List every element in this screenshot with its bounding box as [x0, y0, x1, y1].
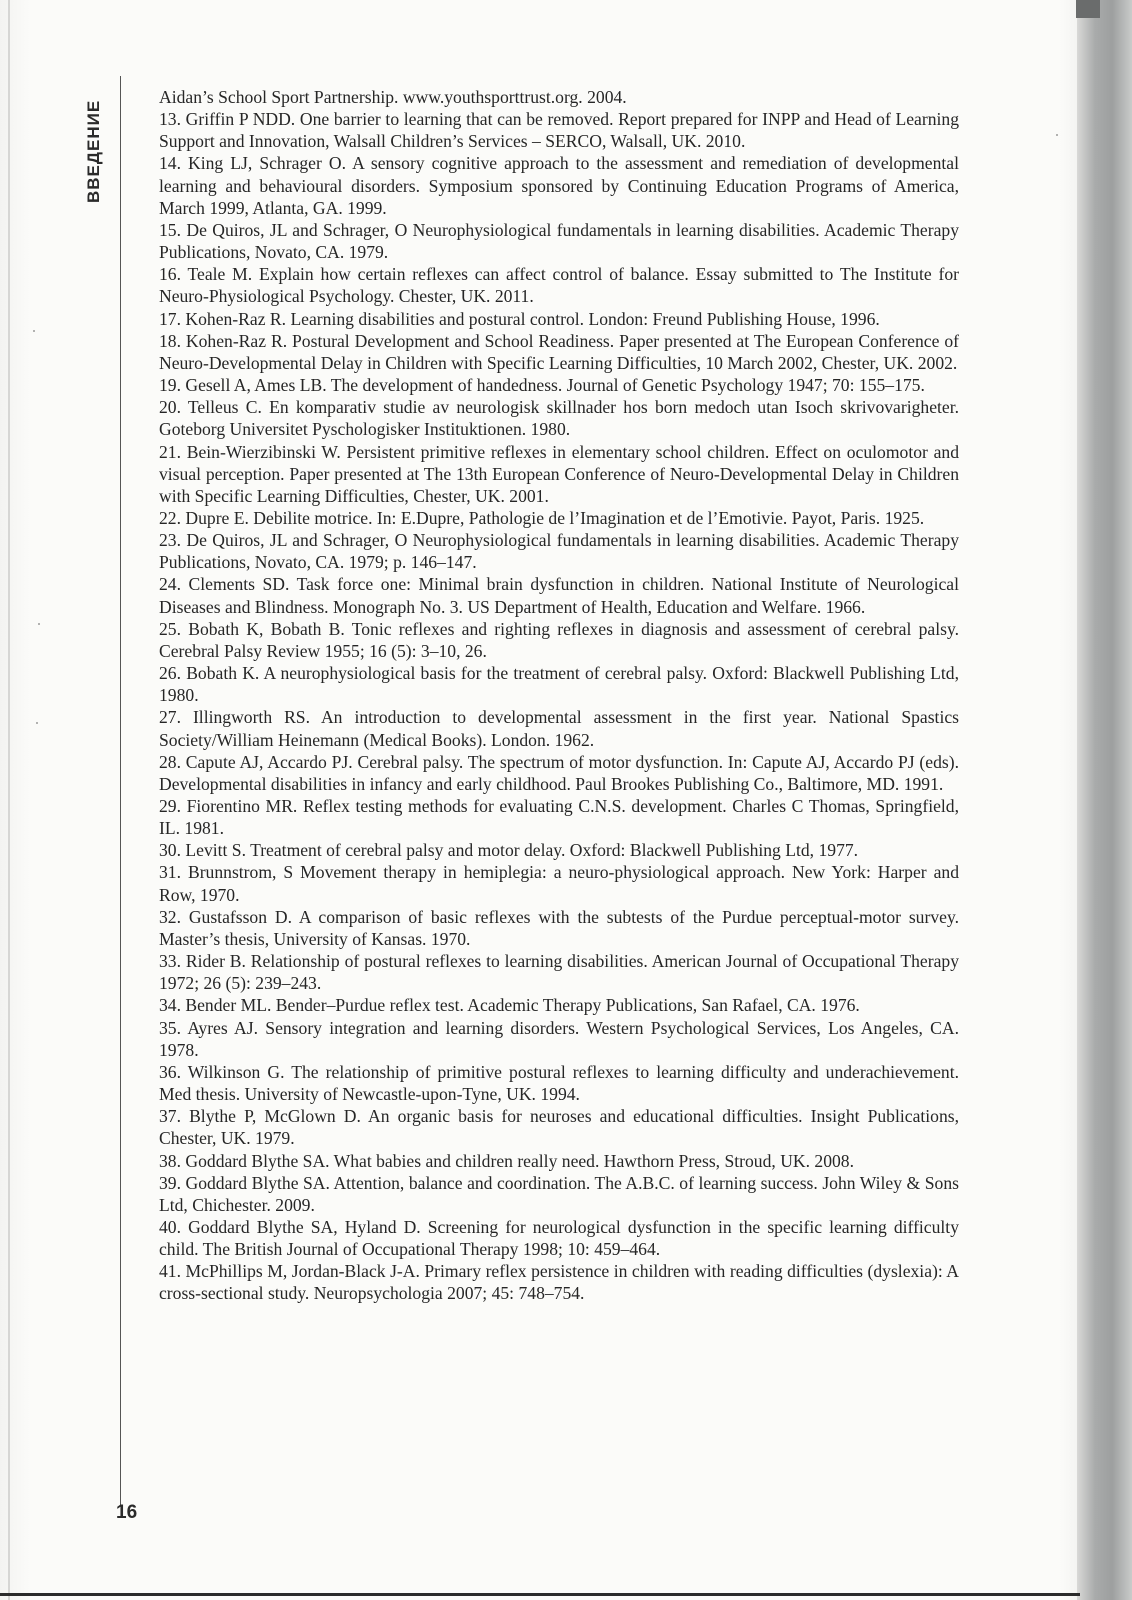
section-title: ВВЕДЕНИЕ — [84, 99, 103, 203]
reference-entry: 36. Wilkinson G. The relationship of primitive postural reflexes to learning difficulty and underachievement. Med thesis. University of Newcastle-upon-Tyne, UK. 1994. — [159, 1061, 959, 1105]
reference-entry: 25. Bobath K, Bobath B. Tonic reflexes and righting reflexes in diagnosis and assessment of cerebral palsy. Cerebral Palsy Review 1955; 16 (5): 3–10, 26. — [159, 618, 959, 661]
reference-entry: 31. Brunnstrom, S Movement therapy in hemiplegia: a neuro-physiological approach. New York: Harper and Row, 1970. — [159, 862, 959, 905]
bottom-rule — [0, 1593, 1080, 1596]
reference-entry: 32. Gustafsson D. A comparison of basic reflexes with the subtests of the Purdue perceptual-motor survey. Master’s thesis, University of Kansas. 1970. — [159, 906, 959, 949]
reference-entry: 38. Goddard Blythe SA. What babies and children really need. Hawthorn Press, Stroud, UK. 2008. — [159, 1150, 854, 1171]
reference-entry: 17. Kohen-Raz R. Learning disabilities and postural control. London: Freund Publishing House, 1996. — [159, 308, 880, 329]
reference-entry: 37. Blythe P, McGlown D. An organic basis for neuroses and educational difficulties. Insight Publications, Chester, UK. 1979. — [159, 1106, 959, 1149]
spine-shadow — [1077, 0, 1132, 1600]
reference-entry: 14. King LJ, Schrager O. A sensory cognitive approach to the assessment and remediation of developmental learning and behavioural disorders. Symposium sponsored by Continuing Education Programs of America, March 1999, Atlanta, GA. 1999. — [159, 153, 959, 218]
reference-entry: 24. Clements SD. Task force one: Minimal brain dysfunction in children. National Institute of Neurological Diseases and Blindness. Monograph No. 3. US Department of Health, Education and Welfare. 1966. — [159, 574, 959, 617]
reference-entry: 23. De Quiros, JL and Schrager, O Neurophysiological fundamentals in learning disabilities. Academic Therapy Publications, Novato, CA. 1979; p. 146–147. — [159, 530, 959, 573]
margin-rule — [120, 76, 121, 1506]
reference-entry: 27. Illingworth RS. An introduction to developmental assessment in the first year. National Spastics Society/William Heinemann (Medical Books). London. 1962. — [159, 707, 959, 750]
reference-entry: 29. Fiorentino MR. Reflex testing methods for evaluating C.N.S. development. Charles C Thomas, Springfield, IL. 1981. — [159, 796, 959, 839]
reference-entry: 21. Bein-Wierzibinski W. Persistent primitive reflexes in elementary school children. Effect on oculomotor and visual perception. Paper presented at The 13th European Conference of Neuro-Developmental Delay in Children with Specific Learning Difficulties, Chester, UK. 2001. — [159, 441, 959, 506]
reference-entry: 15. De Quiros, JL and Schrager, O Neurophysiological fundamentals in learning disabilities. Academic Therapy Publications, Novato, CA. 1979. — [159, 219, 959, 263]
reference-entry: 26. Bobath K. A neurophysiological basis for the treatment of cerebral palsy. Oxford: Blackwell Publishing Ltd, 1980. — [159, 663, 959, 706]
reference-entry: 22. Dupre E. Debilite motrice. In: E.Dupre, Pathologie de l’Imagination et de l’Emotivie. Payot, Paris. 1925. — [159, 507, 925, 528]
page-number: 16 — [116, 1502, 138, 1523]
reference-entry: 41. McPhillips M, Jordan-Black J-A. Primary reflex persistence in children with reading difficulties (dyslexia): A cross-sectional study. Neuropsychologia 2007; 45: 748–754. — [159, 1261, 959, 1304]
reference-entry: 40. Goddard Blythe SA, Hyland D. Screening for neurological dysfunction in the specific learning difficulty child. The British Journal of Occupational Therapy 1998; 10: 459–464. — [159, 1216, 959, 1260]
reference-entry: 18. Kohen-Raz R. Postural Development and School Readiness. Paper presented at The European Conference of Neuro-Developmental Delay in Children with Specific Learning Difficulties, 10 March 2002, Chester, UK. 2002. — [159, 330, 959, 373]
reference-entry: 19. Gesell A, Ames LB. The development of handedness. Journal of Genetic Psychology 1947; 70: 155–175. — [159, 375, 925, 396]
reference-entry: 34. Bender ML. Bender–Purdue reflex test. Academic Therapy Publications, San Rafael, CA. 1976. — [159, 995, 860, 1016]
reference-entry: 28. Capute AJ, Accardo PJ. Cerebral palsy. The spectrum of motor dysfunction. In: Capute AJ, Accardo PJ (eds). Developmental disabilities in infancy and early childhood. Paul Brookes Publishing Co., Baltimore, MD. 1991. — [159, 751, 959, 794]
page-edge — [8, 0, 10, 1600]
reference-entry: 39. Goddard Blythe SA. Attention, balance and coordination. The A.B.C. of learning success. John Wiley & Sons Ltd, Chichester. 2009. — [159, 1172, 959, 1215]
scan-speck — [36, 722, 38, 724]
reference-entry: 20. Telleus C. En komparativ studie av neurologisk skillnader hos born medoch utan Isoch skrivovarigheter. Goteborg Universitet Pyschologisker Instituktionen. 1980. — [159, 397, 959, 440]
reference-entry: 13. Griffin P NDD. One barrier to learning that can be removed. Report prepared for INPP and Head of Learning Support and Innovation, Walsall Children’s Services – SERCO, Walsall, UK. 2010. — [159, 109, 959, 152]
reference-entry: 33. Rider B. Relationship of postural reflexes to learning disabilities. American Journal of Occupational Therapy 1972; 26 (5): 239–243. — [159, 951, 959, 994]
reference-entry: Aidan’s School Sport Partnership. www.youthsporttrust.org. 2004. — [159, 87, 627, 107]
spine-mark — [1076, 0, 1100, 18]
scan-speck — [1056, 134, 1058, 136]
reference-entry: 35. Ayres AJ. Sensory integration and learning disorders. Western Psychological Services, Los Angeles, CA. 1978. — [159, 1017, 959, 1060]
reference-list — [159, 86, 959, 1305]
reference-entry: 30. Levitt S. Treatment of cerebral palsy and motor delay. Oxford: Blackwell Publishing Ltd, 1977. — [159, 840, 859, 861]
reference-entry: 16. Teale M. Explain how certain reflexes can affect control of balance. Essay submitted to The Institute for Neuro-Physiological Psychology. Chester, UK. 2011. — [159, 264, 959, 307]
scan-speck — [38, 623, 40, 625]
scan-speck — [33, 330, 35, 332]
